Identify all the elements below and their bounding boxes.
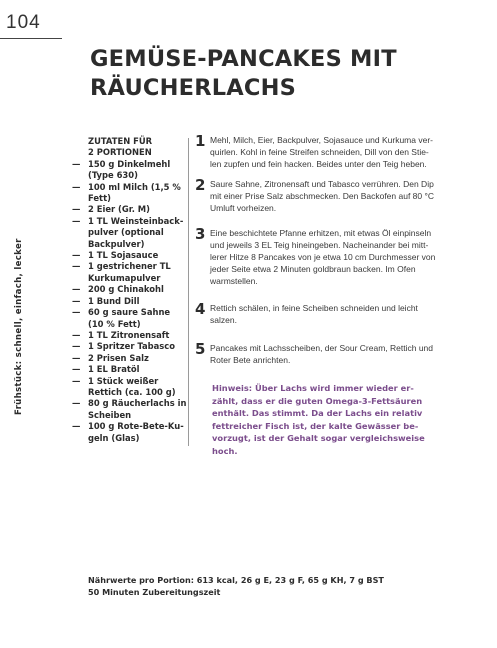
ingredient-text: 100 g Rote-Bete-Ku- (88, 421, 184, 432)
hint-line: enthält. Das stimmt. Da der Lachs ein relativ (212, 408, 423, 419)
nutrition-info: Nährwerte pro Portion: 613 kcal, 26 g E, 23 g F, 65 g KH, 7 g BST (88, 575, 384, 585)
ingredient-dash: — (72, 158, 81, 169)
ingredient-text: 100 ml Milch (1,5 % (88, 181, 181, 192)
page-number-rule (0, 38, 62, 39)
ingredient-text: (10 % Fett) (88, 318, 141, 329)
ingredient-dash: — (72, 181, 81, 192)
hint-line: vorzugt, ist der Gehalt sogar vergleichsweise (212, 433, 425, 444)
step-text (210, 227, 485, 287)
ingredients-panel (72, 136, 187, 444)
hint-line: zählt, dass er die guten Omega-3-Fettsäuren (212, 395, 423, 406)
recipe-title-line: GEMÜSE-PANCAKES MIT (90, 46, 397, 72)
ingredient-item (72, 398, 187, 421)
category-tag (14, 238, 28, 415)
ingredient-text: 1 Stück weißer (88, 375, 159, 386)
ingredient-dash: — (72, 250, 81, 261)
step-text-line: Pancakes mit Lachsscheiben, der Sour Cream, Rettich und (210, 343, 434, 353)
step-text-line: warmstellen. (210, 276, 258, 286)
ingredient-text: Scheiben (88, 409, 132, 420)
ingredient-dash: — (72, 421, 81, 432)
step-text-line: mit einer Prise Salz abschmecken. Den Backofen auf 80 °C (210, 191, 435, 201)
page-number: 104 (6, 12, 41, 33)
column-divider (188, 138, 189, 446)
ingredient-text: 1 TL Sojasauce (88, 250, 159, 261)
ingredient-item (72, 307, 187, 330)
step-text-line: Mehl, Milch, Eier, Backpulver, Sojasauce und Kurkuma ver- (210, 135, 433, 145)
step-text-line: lerer Hitze 8 Pancakes von je etwa 10 cm Durchmesser von (210, 252, 436, 262)
ingredient-item (72, 284, 187, 295)
ingredient-item (72, 353, 187, 364)
recipe-title (90, 45, 480, 103)
ingredient-item (72, 296, 187, 307)
ingredient-dash: — (72, 307, 81, 318)
ingredient-text: Fett) (88, 193, 111, 204)
step-text-line: Roter Bete anrichten. (210, 355, 291, 365)
ingredient-text: 200 g Chinakohl (88, 284, 164, 295)
ingredient-dash: — (72, 295, 81, 306)
step-text (210, 134, 485, 170)
step-text (210, 178, 485, 214)
prep-time: 50 Minuten Zubereitungszeit (88, 587, 221, 597)
ingredient-dash: — (72, 204, 81, 215)
ingredients-list (72, 159, 187, 444)
ingredient-text: 150 g Dinkelmehl (88, 158, 171, 169)
ingredient-dash: — (72, 341, 81, 352)
ingredient-text: Backpulver) (88, 238, 145, 249)
step-text-line: len zupfen und fein hacken. Beides unter den Teig heben. (210, 159, 427, 169)
ingredient-dash: — (72, 329, 81, 340)
ingredient-item (72, 216, 187, 250)
step-number: 3 (195, 225, 206, 243)
step-text-line: und jeweils 3 EL Teig hineingeben. Nacheinander bei mitt- (210, 240, 429, 250)
ingredient-item (72, 330, 187, 341)
ingredient-text: 2 Prisen Salz (88, 352, 149, 363)
ingredient-text: 1 gestrichener TL (88, 261, 171, 272)
ingredient-text: 1 Spritzer Tabasco (88, 341, 176, 352)
hint-line: hoch. (212, 445, 238, 456)
ingredient-text: 1 TL Weinsteinback- (88, 215, 184, 226)
ingredient-item (72, 261, 187, 284)
ingredient-dash: — (72, 375, 81, 386)
ingredient-text: Rettich (ca. 100 g) (88, 386, 176, 397)
ingredient-dash: — (72, 284, 81, 295)
ingredient-item (72, 159, 187, 182)
ingredient-dash: — (72, 352, 81, 363)
ingredient-text: 1 EL Bratöl (88, 364, 140, 375)
ingredient-text: 1 TL Zitronensaft (88, 329, 170, 340)
ingredient-text: Kurkumapulver (88, 272, 161, 283)
step-text-line: salzen. (210, 315, 237, 325)
ingredient-text: geln (Glas) (88, 432, 140, 443)
ingredient-text: pulver (optional (88, 227, 164, 238)
recipe-title-line: RÄUCHERLACHS (90, 75, 297, 101)
hint-box (212, 382, 487, 458)
ingredient-item (72, 421, 187, 444)
hint-line: fettreicher Fisch ist, der kalte Gewässer be- (212, 420, 419, 431)
ingredient-text: (Type 630) (88, 170, 138, 181)
ingredient-text: 60 g saure Sahne (88, 307, 171, 318)
ingredient-item (72, 204, 187, 215)
ingredient-item (72, 250, 187, 261)
ingredient-dash: — (72, 261, 81, 272)
ingredients-heading-line: 2 PORTIONEN (88, 147, 152, 158)
step-text-line: Umluft vorheizen. (210, 203, 277, 213)
step-number: 5 (195, 340, 206, 358)
ingredient-text: 2 Eier (Gr. M) (88, 204, 150, 215)
ingredients-heading-line: ZUTATEN FÜR (88, 136, 153, 146)
category-tag-text: Frühstück: schnell, einfach, lecker (14, 238, 24, 415)
ingredients-heading (72, 136, 187, 159)
ingredient-text: 1 Bund Dill (88, 295, 140, 306)
ingredient-text: 80 g Räucherlachs in (88, 398, 187, 409)
step-text-line: quirlen. Kohl in feine Streifen schneiden, Dill von den Stie- (210, 147, 429, 157)
ingredient-item (72, 341, 187, 352)
step-number: 4 (195, 300, 206, 318)
step-text (210, 302, 485, 326)
recipe-footer (88, 574, 468, 598)
step-text-line: Eine beschichtete Pfanne erhitzen, mit etwas Öl einpinseln (210, 228, 432, 238)
step-text-line: Rettich schälen, in feine Scheiben schneiden und leicht (210, 303, 418, 313)
step-number: 1 (195, 132, 206, 150)
ingredient-item (72, 182, 187, 205)
ingredient-dash: — (72, 398, 81, 409)
step-text-line: Saure Sahne, Zitronensaft und Tabasco verrühren. Den Dip (210, 179, 434, 189)
ingredient-dash: — (72, 364, 81, 375)
step-text (210, 342, 485, 366)
hint-line: Hinweis: Über Lachs wird immer wieder er- (212, 383, 414, 393)
ingredient-dash: — (72, 215, 81, 226)
ingredient-item (72, 364, 187, 375)
step-number: 2 (195, 176, 206, 194)
ingredient-item (72, 376, 187, 399)
step-text-line: jeder Seite etwa 2 Minuten goldbraun backen. Im Ofen (210, 264, 416, 274)
